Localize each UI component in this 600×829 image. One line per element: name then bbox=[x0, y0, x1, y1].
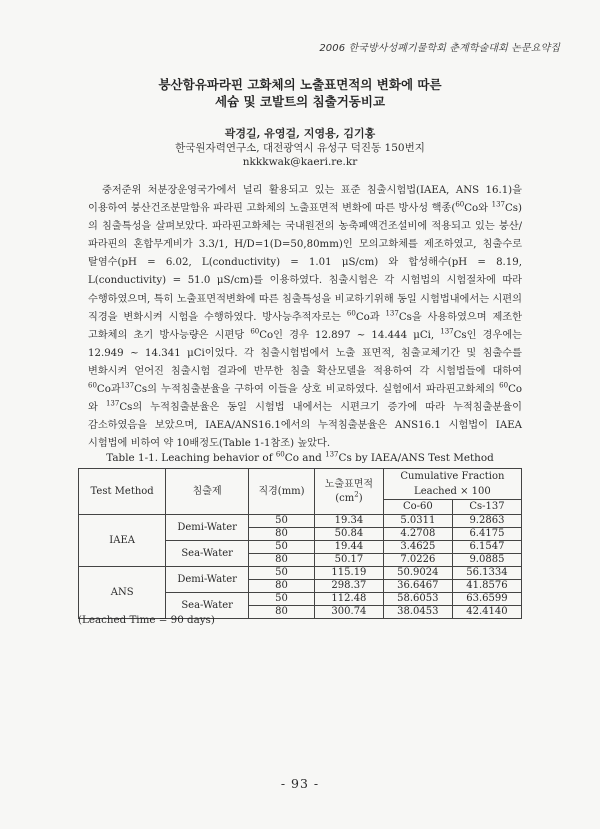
isotope-mass-superscript: 60 bbox=[346, 309, 356, 318]
table-row bbox=[79, 515, 522, 528]
body-text-segment: Co와 bbox=[464, 203, 492, 215]
header-leachant: 침출제 bbox=[166, 469, 249, 515]
body-text-segment: Co 와 bbox=[88, 384, 522, 414]
co-cell: 50.9024 bbox=[383, 567, 452, 580]
table-header-row bbox=[79, 469, 522, 500]
body-text-segment: Cs의 누적침출분율은 동일 시험법 내에서는 시편크기 증가에 따라 누적침출분율이 감소하였음을 보았으며, IAEA/ANS16.1에서의 누적침출분율은 ANS16.1 시험법이 IAEA 시험법에 비하여 약 10배정도(Table 1-1참조) 높았다. bbox=[88, 402, 522, 450]
proceedings-header: 2006 한국방사성폐기물학회 춘계학술대회 논문요약집 bbox=[319, 43, 560, 54]
cs-cell: 9.0885 bbox=[452, 554, 521, 567]
leachant-cell: Sea-Water bbox=[166, 593, 249, 619]
body-text-segment: 중저준위 처분장운영국가에서 널리 활용되고 있는 표준 침출시험법(IAEA, ANS 16.1)을 이용하여 붕산건조분말함유 파라핀 고화체의 노출표면적 변화에 따른 방사성 핵종( bbox=[88, 185, 522, 215]
abstract-body bbox=[88, 182, 522, 453]
page-number: - 93 - bbox=[280, 776, 320, 791]
header-area-unit-close: ) bbox=[358, 492, 363, 504]
caption-text: Table 1-1. Leaching behavior of bbox=[106, 452, 276, 464]
leachant-cell: Sea-Water bbox=[166, 541, 249, 567]
cs-cell: 9.2863 bbox=[452, 515, 521, 528]
table-row bbox=[79, 567, 522, 580]
leachant-cell: Demi-Water bbox=[166, 567, 249, 593]
leachant-cell: Demi-Water bbox=[166, 515, 249, 541]
leaching-results-table bbox=[78, 468, 522, 619]
diameter-cell: 50 bbox=[249, 593, 315, 606]
diameter-cell: 80 bbox=[249, 580, 315, 593]
header-cumulative-fraction bbox=[383, 469, 521, 500]
cs-cell: 41.8576 bbox=[452, 580, 521, 593]
area-cell: 112.48 bbox=[315, 593, 384, 606]
co-cell: 5.0311 bbox=[383, 515, 452, 528]
caption-superscript: 60 bbox=[275, 450, 285, 459]
isotope-mass-superscript: 137 bbox=[440, 327, 454, 336]
area-cell: 19.44 bbox=[315, 541, 384, 554]
diameter-cell: 50 bbox=[249, 567, 315, 580]
isotope-mass-superscript: 137 bbox=[385, 309, 399, 318]
caption-text: Cs by IAEA/ANS Test Method bbox=[338, 452, 494, 464]
isotope-mass-superscript: 60 bbox=[455, 200, 465, 209]
body-text-segment: Cs인 경우에는 12.949 ~ 14.341 μCi이었다. 각 침출시험법에서 노출 표면적, 침출교체기간 및 침출수를 변화시켜 얻어진 침출시험 결과에 반무한 침출 확산모델을 적용하여 각 시험법들에 대하여 bbox=[88, 329, 523, 377]
co-cell: 38.0453 bbox=[383, 606, 452, 619]
isotope-mass-superscript: 137 bbox=[491, 200, 505, 209]
header-diameter: 직경(mm) bbox=[249, 469, 315, 515]
header-co60: Co-60 bbox=[383, 500, 452, 515]
body-text-segment: Cs을 사용하였으며 제조한 고화체의 초기 방사능량은 시편당 bbox=[88, 311, 522, 341]
isotope-mass-superscript: 137 bbox=[120, 381, 135, 390]
isotope-mass-superscript: 60 bbox=[499, 381, 509, 390]
paper-title-line-1: 붕산함유파라핀 고화체의 노출표면적의 변화에 따른 bbox=[158, 77, 442, 92]
area-cell: 115.19 bbox=[315, 567, 384, 580]
cs-cell: 56.1334 bbox=[452, 567, 521, 580]
area-cell: 50.17 bbox=[315, 554, 384, 567]
header-area-label: 노출표면적 bbox=[324, 478, 374, 490]
body-text-segment: Co인 경우 12.897 ~ 14.444 μCi, bbox=[259, 329, 441, 341]
area-cell: 298.37 bbox=[315, 580, 384, 593]
diameter-cell: 80 bbox=[249, 606, 315, 619]
method-cell: IAEA bbox=[79, 515, 166, 567]
header-test-method: Test Method bbox=[79, 469, 166, 515]
body-text-segment: Cs)의 침출특성을 살펴보았다. 파라핀고화체는 국내원전의 농축폐액건조설비에 적용되고 있는 붕산/파라핀의 혼합무게비가 3.3/1, H/D=1(D=50,80mm)인 모의고화체를 제조하였고, 침출수로 탈염수(pH = 6.02, L(conductivity) = 1.01 μS/cm) 와 합성해수(pH = 8.19, L(conductivity) = 51.0 μS/cm)를 이용하였다. 침출시험은 각 시험법의 시험절차에 따라 수행하였으며, 특히 노출표면적변화에 따른 침출특성을 비교하기위해 동일 시험법내에서는 시편의 직경을 변화시켜 시험을 수행하였다. 방사능추적자로는 bbox=[88, 203, 522, 323]
table-footnote: (Leached Time = 90 days) bbox=[78, 614, 215, 626]
affiliation: 한국원자력연구소, 대전광역시 유성구 덕진동 150번지 bbox=[175, 142, 425, 154]
diameter-cell: 80 bbox=[249, 528, 315, 541]
area-cell: 19.34 bbox=[315, 515, 384, 528]
isotope-mass-superscript: 60 bbox=[250, 327, 260, 336]
diameter-cell: 50 bbox=[249, 541, 315, 554]
co-cell: 3.4625 bbox=[383, 541, 452, 554]
co-cell: 7.0226 bbox=[383, 554, 452, 567]
method-cell: ANS bbox=[79, 567, 166, 619]
header-exposed-area bbox=[315, 469, 384, 515]
header-cum-line2: Leached × 100 bbox=[414, 486, 491, 497]
diameter-cell: 50 bbox=[249, 515, 315, 528]
area-cell: 300.74 bbox=[315, 606, 384, 619]
co-cell: 4.2708 bbox=[383, 528, 452, 541]
diameter-cell: 80 bbox=[249, 554, 315, 567]
paper-title-line-2: 세슘 및 코발트의 침출거동비교 bbox=[214, 94, 386, 109]
header-cs137: Cs-137 bbox=[452, 500, 521, 515]
cs-cell: 6.4175 bbox=[452, 528, 521, 541]
header-area-unit-sup: 2 bbox=[354, 490, 359, 499]
body-text-segment: Cs의 누적침출분율을 구하여 이들을 상호 비교하였다. 실험에서 파라핀고화체의 bbox=[134, 384, 500, 396]
co-cell: 36.6467 bbox=[383, 580, 452, 593]
area-cell: 50.84 bbox=[315, 528, 384, 541]
cs-cell: 6.1547 bbox=[452, 541, 521, 554]
header-area-unit: (cm bbox=[335, 492, 355, 504]
caption-superscript: 137 bbox=[325, 450, 339, 459]
body-text-segment: Co과 bbox=[355, 311, 386, 323]
author-list: 곽경길, 유영걸, 지영용, 김기홍 bbox=[224, 127, 376, 140]
cs-cell: 42.4140 bbox=[452, 606, 521, 619]
caption-text: Co and bbox=[284, 452, 326, 464]
cs-cell: 63.6599 bbox=[452, 593, 521, 606]
isotope-mass-superscript: 137 bbox=[105, 399, 120, 408]
header-cum-line1: Cumulative Fraction bbox=[400, 471, 505, 482]
body-text-segment: Co과 bbox=[96, 384, 121, 396]
isotope-mass-superscript: 60 bbox=[88, 381, 97, 390]
table-caption bbox=[0, 452, 600, 464]
author-email: nkkkwak@kaeri.re.kr bbox=[242, 156, 358, 168]
co-cell: 58.6053 bbox=[383, 593, 452, 606]
